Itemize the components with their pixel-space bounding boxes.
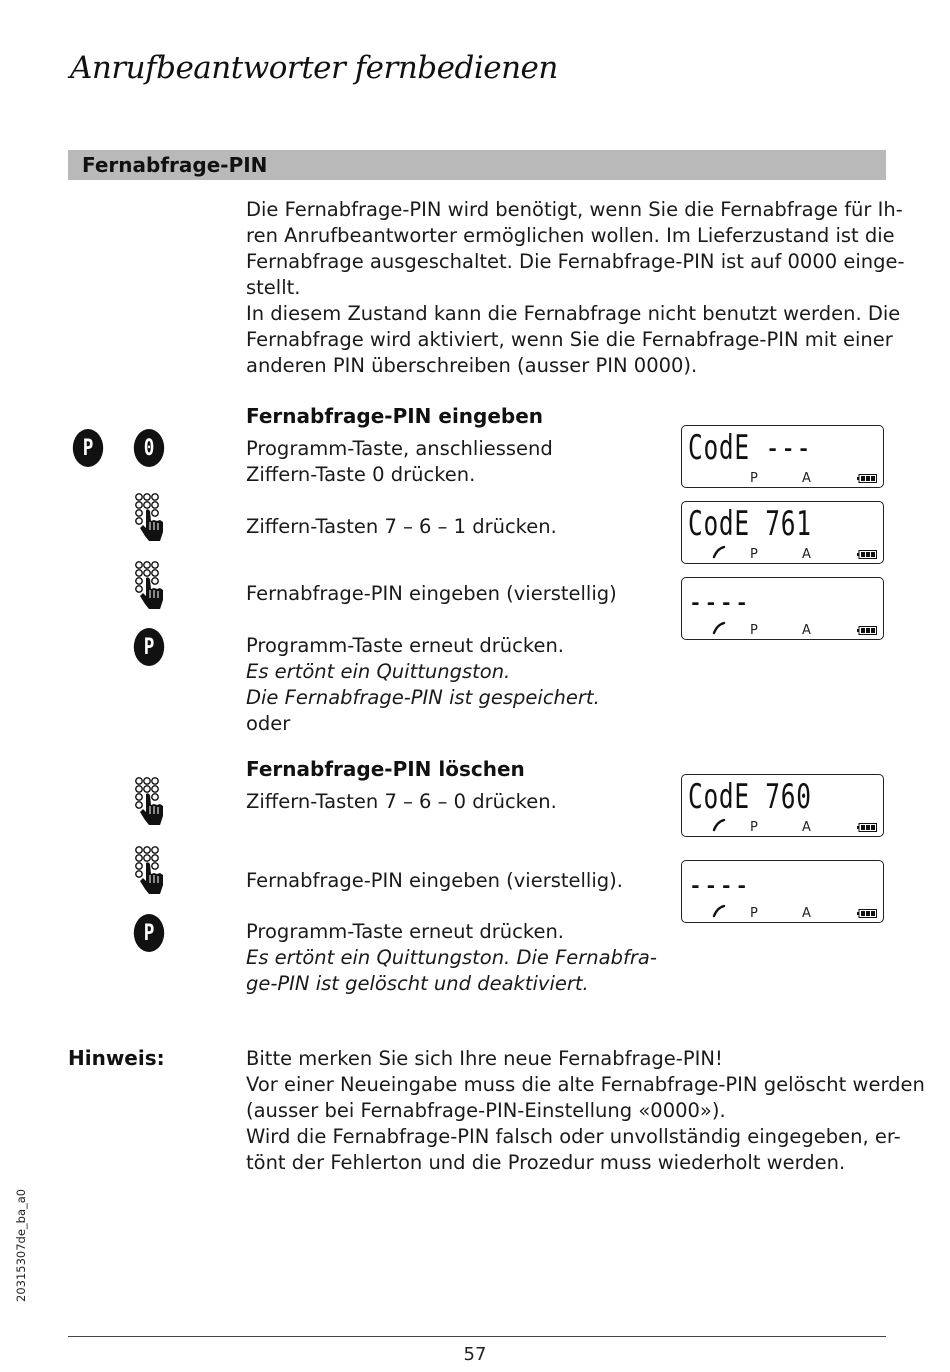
program-key-icon: P bbox=[73, 429, 103, 467]
program-key-icon: P bbox=[134, 628, 164, 666]
program-key-icon: P bbox=[134, 914, 164, 952]
keypad-hand-icon bbox=[133, 560, 167, 610]
handset-icon bbox=[712, 818, 726, 832]
lcd-display-5 bbox=[681, 860, 884, 923]
chapter-title: Anrufbeantworter fernbedienen bbox=[70, 50, 558, 86]
doc-code: 20315307de_ba_a0 bbox=[14, 1188, 28, 1302]
lcd-display-2 bbox=[681, 501, 884, 564]
digit-zero-key-icon: 0 bbox=[134, 429, 164, 467]
footer-divider bbox=[68, 1336, 886, 1337]
section-header bbox=[68, 150, 886, 180]
lcd-a-indicator: A bbox=[802, 820, 811, 835]
lcd-text: CodE 761 bbox=[688, 504, 812, 544]
handset-icon bbox=[712, 621, 726, 635]
handset-icon bbox=[712, 545, 726, 559]
enter-step-3: Fernabfrage-PIN eingeben (vierstellig) bbox=[246, 582, 617, 605]
enter-step-4-note: Es ertönt ein Quittungston. Die Fernabfrage-PIN ist gespeichert. bbox=[246, 660, 600, 709]
enter-step-1: Programm-Taste, anschliessend Ziffern-Taste 0 drücken. bbox=[246, 437, 553, 486]
lcd-a-indicator: A bbox=[802, 547, 811, 562]
handset-icon bbox=[712, 904, 726, 918]
lcd-a-indicator: A bbox=[802, 623, 811, 638]
lcd-a-indicator: A bbox=[802, 906, 811, 921]
keypad-hand-icon bbox=[133, 845, 167, 895]
delete-step-3: Programm-Taste erneut drücken. bbox=[246, 920, 565, 943]
delete-step-1: Ziffern-Tasten 7 – 6 – 0 drücken. bbox=[246, 790, 557, 813]
enter-step-4: Programm-Taste erneut drücken. bbox=[246, 634, 565, 657]
lcd-text: ---- bbox=[688, 865, 750, 905]
enter-step-2: Ziffern-Tasten 7 – 6 – 1 drücken. bbox=[246, 515, 557, 538]
lcd-p-indicator: P bbox=[750, 547, 758, 562]
battery-icon bbox=[857, 909, 877, 918]
lcd-text: CodE 760 bbox=[688, 777, 812, 817]
lcd-display-1 bbox=[681, 425, 884, 488]
lcd-text: ---- bbox=[688, 582, 750, 622]
lcd-p-indicator: P bbox=[750, 623, 758, 638]
section-title: Fernabfrage-PIN bbox=[82, 153, 268, 177]
keypad-hand-icon bbox=[133, 492, 167, 542]
battery-icon bbox=[857, 823, 877, 832]
or-label: oder bbox=[246, 712, 291, 735]
lcd-p-indicator: P bbox=[750, 820, 758, 835]
battery-icon bbox=[857, 550, 877, 559]
lcd-p-indicator: P bbox=[750, 471, 758, 486]
delete-pin-heading: Fernabfrage-PIN löschen bbox=[246, 757, 525, 781]
lcd-display-3 bbox=[681, 577, 884, 640]
page-number: 57 bbox=[463, 1344, 487, 1365]
lcd-display-4 bbox=[681, 774, 884, 837]
battery-icon bbox=[857, 474, 877, 483]
intro-paragraph: Die Fernabfrage-PIN wird benötigt, wenn Sie die Fernabfrage für Ih- ren Anrufbeantworter ermöglichen wollen. Im Lieferzustand ist die Fernabfrage ausgeschaltet. Die Fernabfrage-PIN ist auf 0000 einge- stellt. In diesem Zustand kann die Fernabfrage nicht benutzt werden. Die Fernabfrage wird aktiviert, wenn Sie die Fernabfrage-PIN mit einer anderen PIN überschreiben (ausser PIN 0000). bbox=[246, 198, 905, 377]
note-label: Hinweis: bbox=[68, 1046, 165, 1070]
battery-icon bbox=[857, 626, 877, 635]
enter-pin-heading: Fernabfrage-PIN eingeben bbox=[246, 404, 544, 428]
lcd-a-indicator: A bbox=[802, 471, 811, 486]
delete-step-2: Fernabfrage-PIN eingeben (vierstellig). bbox=[246, 869, 623, 892]
delete-step-3-note: Es ertönt ein Quittungston. Die Fernabfra- ge-PIN ist gelöscht und deaktiviert. bbox=[246, 946, 657, 995]
note-text: Bitte merken Sie sich Ihre neue Fernabfrage-PIN! Vor einer Neueingabe muss die alte Fernabfrage-PIN gelöscht werden (ausser bei Fernabfrage-PIN-Einstellung «0000»). Wird die Fernabfrage-PIN falsch oder unvollständig eingegeben, er- tönt der Fehlerton und die Prozedur muss wiederholt werden. bbox=[246, 1047, 925, 1174]
lcd-text: CodE --- bbox=[688, 428, 812, 468]
keypad-hand-icon bbox=[133, 776, 167, 826]
lcd-p-indicator: P bbox=[750, 906, 758, 921]
